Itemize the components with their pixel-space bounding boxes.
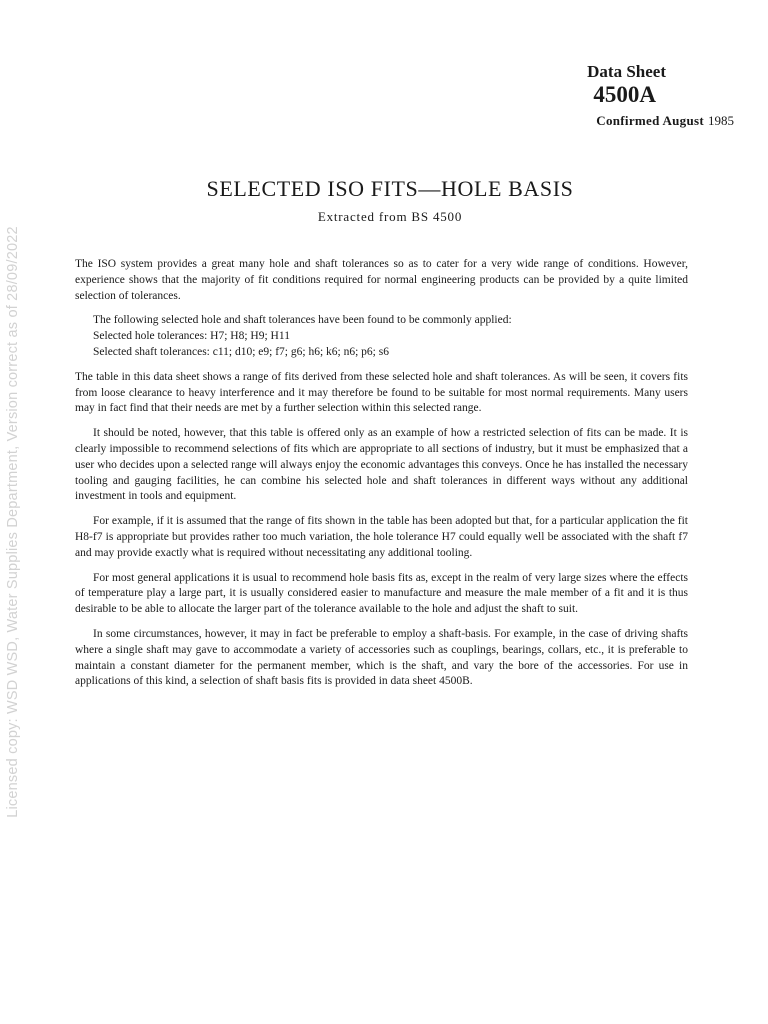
paragraph-table-range: The table in this data sheet shows a range of fits derived from these selected hole and shaft tolerances. As will be seen, it covers fits from loose clearance to heavy interference and it may therefore be found to be suitable for most normal requirements. Many users may in fact find that their needs are met by a further selection within this selected range. bbox=[75, 370, 688, 415]
document-body bbox=[75, 257, 688, 699]
hole-tolerances: Selected hole tolerances: H7; H8; H9; H11 bbox=[93, 330, 290, 343]
confirmed-date bbox=[587, 112, 734, 130]
document-title: SELECTED ISO FITS—HOLE BASIS bbox=[206, 176, 574, 201]
data-sheet-header bbox=[587, 62, 734, 130]
paragraph-shaft-basis: In some circumstances, however, it may in fact be preferable to employ a shaft-basis. For example, in the case of driving shafts where a single shaft may gave to accommodate a variety of accessories such as couplings, bearings, collars, etc., it is preferable to maintain a constant diameter for the permanent member, which is the shaft, and vary the bore of the accessories. For use in applications of this kind, a selection of shaft basis fits is provided in data sheet 4500B. bbox=[75, 627, 688, 688]
confirmed-text: Confirmed August bbox=[596, 113, 704, 128]
tolerance-list-intro: The following selected hole and shaft tolerances have been found to be commonly applied: bbox=[93, 314, 512, 327]
license-watermark bbox=[0, 0, 26, 1024]
data-sheet-number: 4500A bbox=[593, 82, 656, 107]
confirmed-year: 1985 bbox=[708, 113, 734, 128]
paragraph-intro: The ISO system provides a great many hole and shaft tolerances so as to cater for a very wide range of conditions. However, experience shows that the majority of fit conditions required for normal engineering products can be provided by a quite limited selection of tolerances. bbox=[75, 258, 688, 302]
paragraph-note: It should be noted, however, that this table is offered only as an example of how a restricted selection of fits can be made. It is clearly impossible to recommend selections of fits which are appropriate to all sections of industry, but it must be emphasized that a user who decides upon a selected range will always enjoy the economic advantages this conveys. Once he has installed the necessary tooling and gauging facilities, he can combine his selected hole and shaft tolerances in different ways without any additional investment in tools and equipment. bbox=[75, 427, 688, 503]
data-sheet-label: Data Sheet bbox=[587, 62, 666, 81]
document-subtitle: Extracted from BS 4500 bbox=[317, 209, 463, 224]
paragraph-example: For example, if it is assumed that the range of fits shown in the table has been adopted but that, for a particular application the fit H8-f7 is appropriate but provides rather too much variation, the hole tolerance H7 could equally well be associated with the shaft f7 and may provide exactly what is required without necessitating any additional tooling. bbox=[75, 515, 688, 559]
tolerance-list bbox=[93, 313, 688, 360]
watermark-text: Licensed copy: WSD WSD, Water Supplies Department, Version correct as of 28/09/2022 bbox=[5, 226, 21, 818]
paragraph-hole-basis: For most general applications it is usual to recommend hole basis fits as, except in the realm of very large sizes where the effects of temperature play a large part, it is usually considered easier to manufacture and measure the male member of a fit and it is thus desirable to be able to allocate the larger part of the tolerance available to the hole and adjust the shaft to suit. bbox=[75, 571, 688, 616]
shaft-tolerances: Selected shaft tolerances: c11; d10; e9; f7; g6; h6; k6; n6; p6; s6 bbox=[93, 345, 389, 358]
